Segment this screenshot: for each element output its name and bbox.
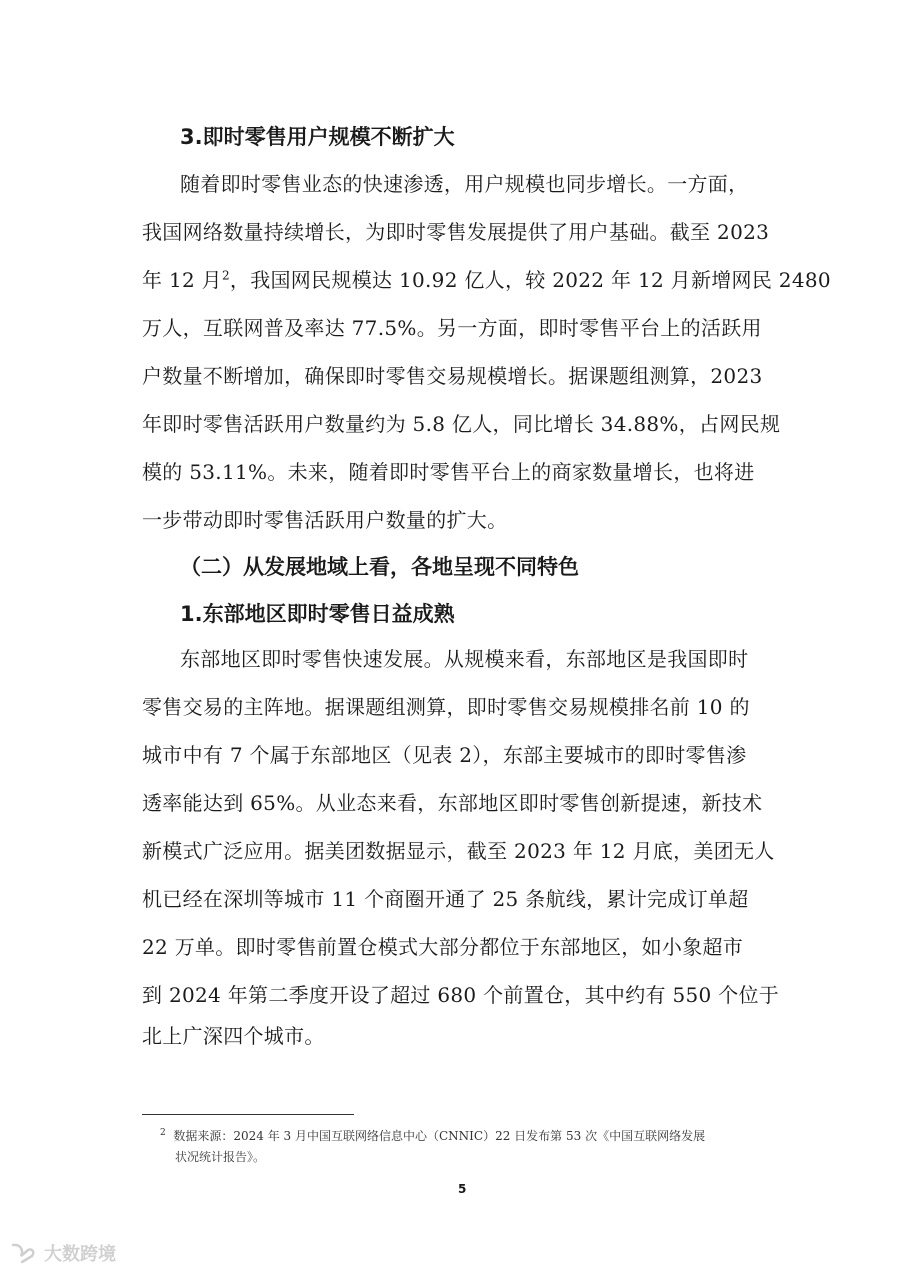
paragraph-line: 年 12 月$^2$，我国网民规模达 10.92 亿人，较 2022 年 12 月新增网民 2480 [142, 268, 831, 292]
paragraph-line: 城市中有 7 个属于东部地区（见表 2），东部主要城市的即时零售渗 [142, 743, 747, 767]
paragraph-line: 新模式广泛应用。据美团数据显示，截至 2023 年 12 月底，美团无人 [142, 839, 775, 863]
section-heading: 3.即时零售用户规模不断扩大 [180, 125, 455, 149]
paragraph-line: 户数量不断增加，确保即时零售交易规模增长。据课题组测算，2023 [142, 364, 763, 388]
paragraph-line: 透率能达到 65%。从业态来看，东部地区即时零售创新提速，新技术 [142, 791, 763, 815]
paragraph-line: 22 万单。即时零售前置仓模式大部分都位于东部地区，如小象超市 [142, 935, 744, 959]
paragraph-line: 万人，互联网普及率达 77.5%。另一方面，即时零售平台上的活跃用 [142, 316, 762, 340]
footnote: $^2$ 数据来源：2024 年 3 月中国互联网络信息中心（CNNIC）22 日发布第 53 次《中国互联网络发展 [160, 1128, 706, 1143]
paragraph-line: 北上广深四个城市。 [142, 1024, 325, 1048]
watermark [10, 1240, 116, 1266]
paragraph-line: 机已经在深圳等城市 11 个商圈开通了 25 条航线，累计完成订单超 [142, 887, 749, 911]
footnote-continuation: 状况统计报告》。 [175, 1150, 266, 1164]
paragraph-line: 到 2024 年第二季度开设了超过 680 个前置仓，其中约有 550 个位于 [142, 983, 780, 1007]
paragraph-line: 零售交易的主阵地。据课题组测算，即时零售交易规模排名前 10 的 [142, 695, 750, 719]
watermark-text: 大数跨境 [44, 1244, 116, 1265]
watermark-logo-icon [10, 1242, 36, 1264]
page-number: 5 [458, 1182, 467, 1196]
paragraph-line: 我国网络数量持续增长，为即时零售发展提供了用户基础。截至 2023 [142, 220, 770, 244]
section-heading: 1.东部地区即时零售日益成熟 [180, 602, 455, 626]
footnote-reference: 2 [221, 268, 230, 283]
subsection-heading: （二）从发展地域上看，各地呈现不同特色 [180, 555, 579, 579]
paragraph-line: 年即时零售活跃用户数量约为 5.8 亿人，同比增长 34.88%，占网民规 [142, 412, 781, 436]
paragraph-line: 随着即时零售业态的快速渗透，用户规模也同步增长。一方面， [180, 172, 749, 196]
paragraph-line: 模的 53.11%。未来，随着即时零售平台上的商家数量增长，也将进 [142, 460, 755, 484]
paragraph-line: 一步带动即时零售活跃用户数量的扩大。 [142, 508, 508, 532]
footnote-divider [142, 1114, 354, 1115]
paragraph-line: 东部地区即时零售快速发展。从规模来看，东部地区是我国即时 [180, 647, 749, 671]
